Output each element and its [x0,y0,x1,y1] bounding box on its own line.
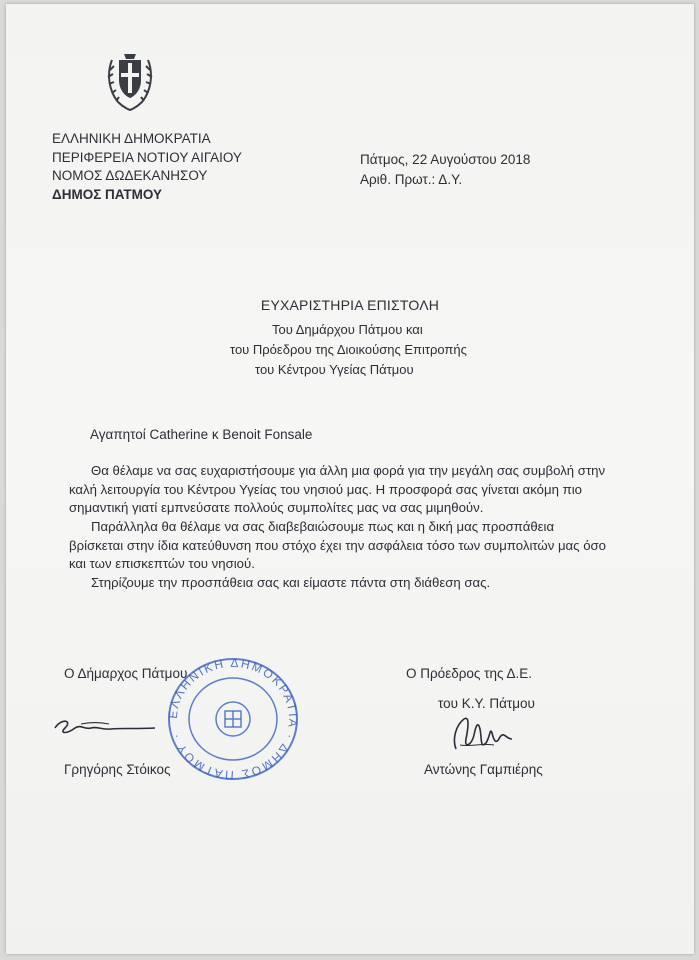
president-title: Ο Πρόεδρος της Δ.Ε. [406,666,533,681]
mayor-title: Ο Δήμαρχος Πάτμου [64,666,188,681]
body-paragraph-3 [69,574,609,593]
subtitle-line-2: του Πρόεδρου της Διοικούσης Επιτροπής [230,342,467,357]
issuer-header [52,130,242,204]
protocol-number: Αριθ. Πρωτ.: Δ.Υ. [360,171,463,187]
president-title-line-2: του Κ.Υ. Πάτμου [438,696,535,711]
mayor-name: Γρηγόρης Στόικος [64,762,171,777]
greeting: Αγαπητοί Catherine κ Benoit Fonsale [90,427,313,442]
letter-date: Πάτμος, 22 Αυγούστου 2018 [360,152,531,167]
letter-title: ΕΥΧΑΡΙΣΤΗΡΙΑ ΕΠΙΣΤΟΛΗ [260,297,440,313]
stamp-text: ΕΛΛΗΝΙΚΗ ΔΗΜΟΚΡΑΤΙΑ · ΔΗΜΟΣ ΠΑΤΜΟΥ · [165,655,301,783]
paragraph-1-text: Θα θέλαμε να σας ευχαριστήσουμε για άλλη μια φορά για την μεγάλη σας συμβολή στην καλή λειτουργία του Κέντρου Υγείας του νησιού μας. Η προσφορά σας γίνεται ακόμη πιο σημαντική γιατί εμπνεύσατε πολλούς συμπολίτες μας να σας μιμηθούν. [69,463,606,515]
mayor-signature-icon [51,710,161,740]
president-signature-icon [446,709,526,757]
header-line-municipality: ΔΗΜΟΣ ΠΑΤΜΟΥ [52,186,163,202]
letter-sheet [6,4,694,954]
subtitle-line-1: Του Δημάρχου Πάτμου και [272,322,423,337]
paragraph-3-text: Στηρίζουμε την προσπάθεια σας και είμαστε πάντα στη διάθεση σας. [91,575,491,590]
greek-coat-of-arms-icon [104,50,156,112]
body-paragraph-2 [69,518,609,574]
date-block [360,150,530,189]
municipal-stamp-icon [164,654,302,784]
body-paragraph-1 [69,462,609,518]
header-line-region: ΠΕΡΙΦΕΡΕΙΑ ΝΟΤΙΟΥ ΑΙΓΑΙΟΥ [52,149,242,165]
president-name: Αντώνης Γαμπιέρης [424,762,543,777]
paragraph-2-text: Παράλληλα θα θέλαμε να σας διαβεβαιώσουμε πως και η δική μας προσπάθεια βρίσκεται στην ίδια κατεύθυνση που στόχο έχει την ασφάλεια τόσο των συμπολιτών μας όσο και των επισκεπτών του νησιού. [69,519,607,571]
subtitle-line-3: του Κέντρου Υγείας Πάτμου [255,362,414,377]
header-line-prefecture: ΝΟΜΟΣ ΔΩΔΕΚΑΝΗΣΟΥ [52,168,208,183]
header-line-republic: ΕΛΛΗΝΙΚΗ ΔΗΜΟΚΡΑΤΙΑ [52,131,211,146]
